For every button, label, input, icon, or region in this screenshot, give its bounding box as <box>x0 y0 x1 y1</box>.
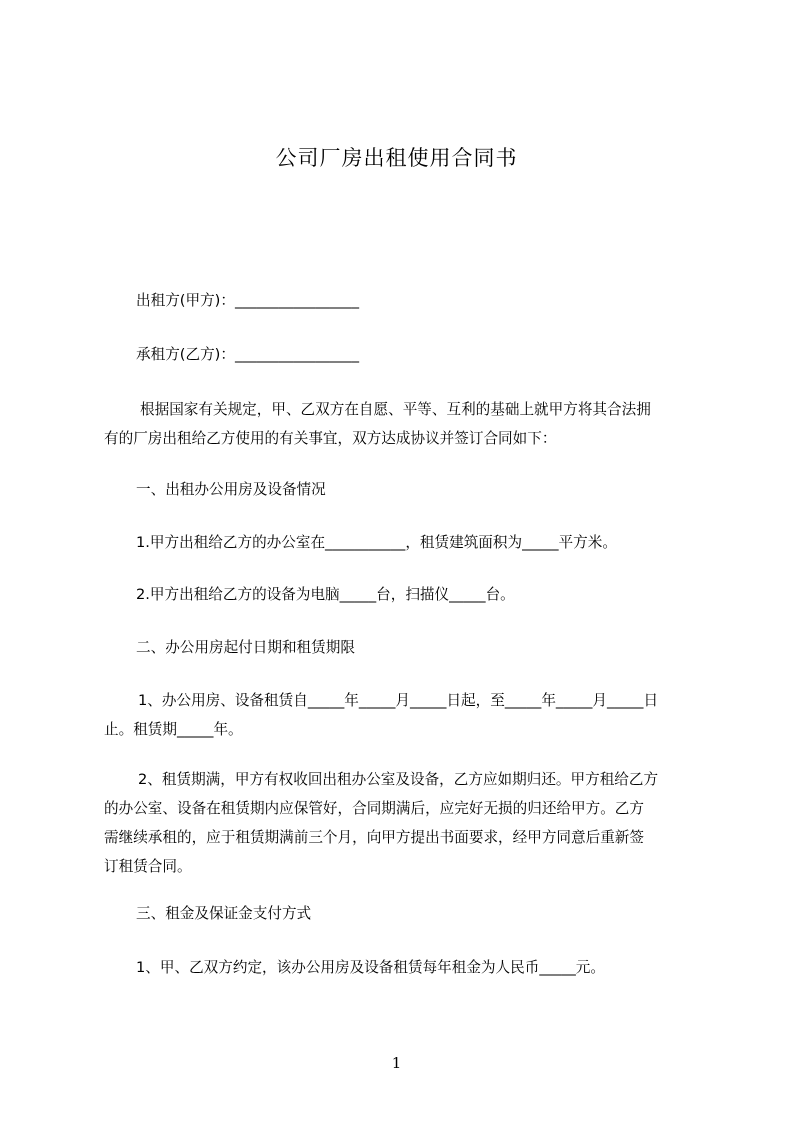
section2-item1 <box>104 686 709 744</box>
section2-item2 <box>104 765 709 881</box>
document-title: 公司厂房出租使用合同书 <box>275 146 518 170</box>
page-number: 1 <box>391 1054 402 1072</box>
section2-item1-line: 1、办公用房、设备租赁自_____年_____月_____日起，至_____年_____月_____日 <box>138 692 659 709</box>
section3-heading: 三、租金及保证金支付方式 <box>136 905 312 922</box>
lessor-line: 出租方(甲方)：_________________ <box>136 292 359 309</box>
section2-item1-line: 止。租赁期_____年。 <box>104 721 243 738</box>
section3-item1: 1、甲、乙双方约定，该办公用房及设备租赁每年租金为人民币_____元。 <box>136 959 605 976</box>
intro-line: 根据国家有关规定，甲、乙双方在自愿、平等、互利的基础上就甲方将其合法拥 <box>140 401 651 418</box>
section2-item2-line: 需继续承租的，应于租赁期满前三个月，向甲方提出书面要求，经甲方同意后重新签 <box>104 829 644 846</box>
section2-item2-line: 的办公室、设备在租赁期内应保管好，合同期满后，应完好无损的归还给甲方。乙方 <box>104 800 644 817</box>
section2-heading: 二、办公用房起付日期和租赁期限 <box>136 639 355 656</box>
section2-item2-line: 订租赁合同。 <box>104 858 192 875</box>
section2-item2-line: 2、租赁期满，甲方有权收回出租办公室及设备，乙方应如期归还。甲方租给乙方 <box>138 771 659 788</box>
intro-paragraph <box>104 395 709 453</box>
section1-item1: 1.甲方出租给乙方的办公室在___________，租赁建筑面积为_____平方米。 <box>136 534 617 551</box>
section1-heading: 一、出租办公用房及设备情况 <box>136 481 326 498</box>
intro-line: 有的厂房出租给乙方使用的有关事宜，双方达成协议并签订合同如下： <box>104 430 557 447</box>
lessee-line: 承租方(乙方)：_________________ <box>136 346 359 363</box>
section1-item2: 2.甲方出租给乙方的设备为电脑_____台，扫描仪_____台。 <box>136 586 515 603</box>
